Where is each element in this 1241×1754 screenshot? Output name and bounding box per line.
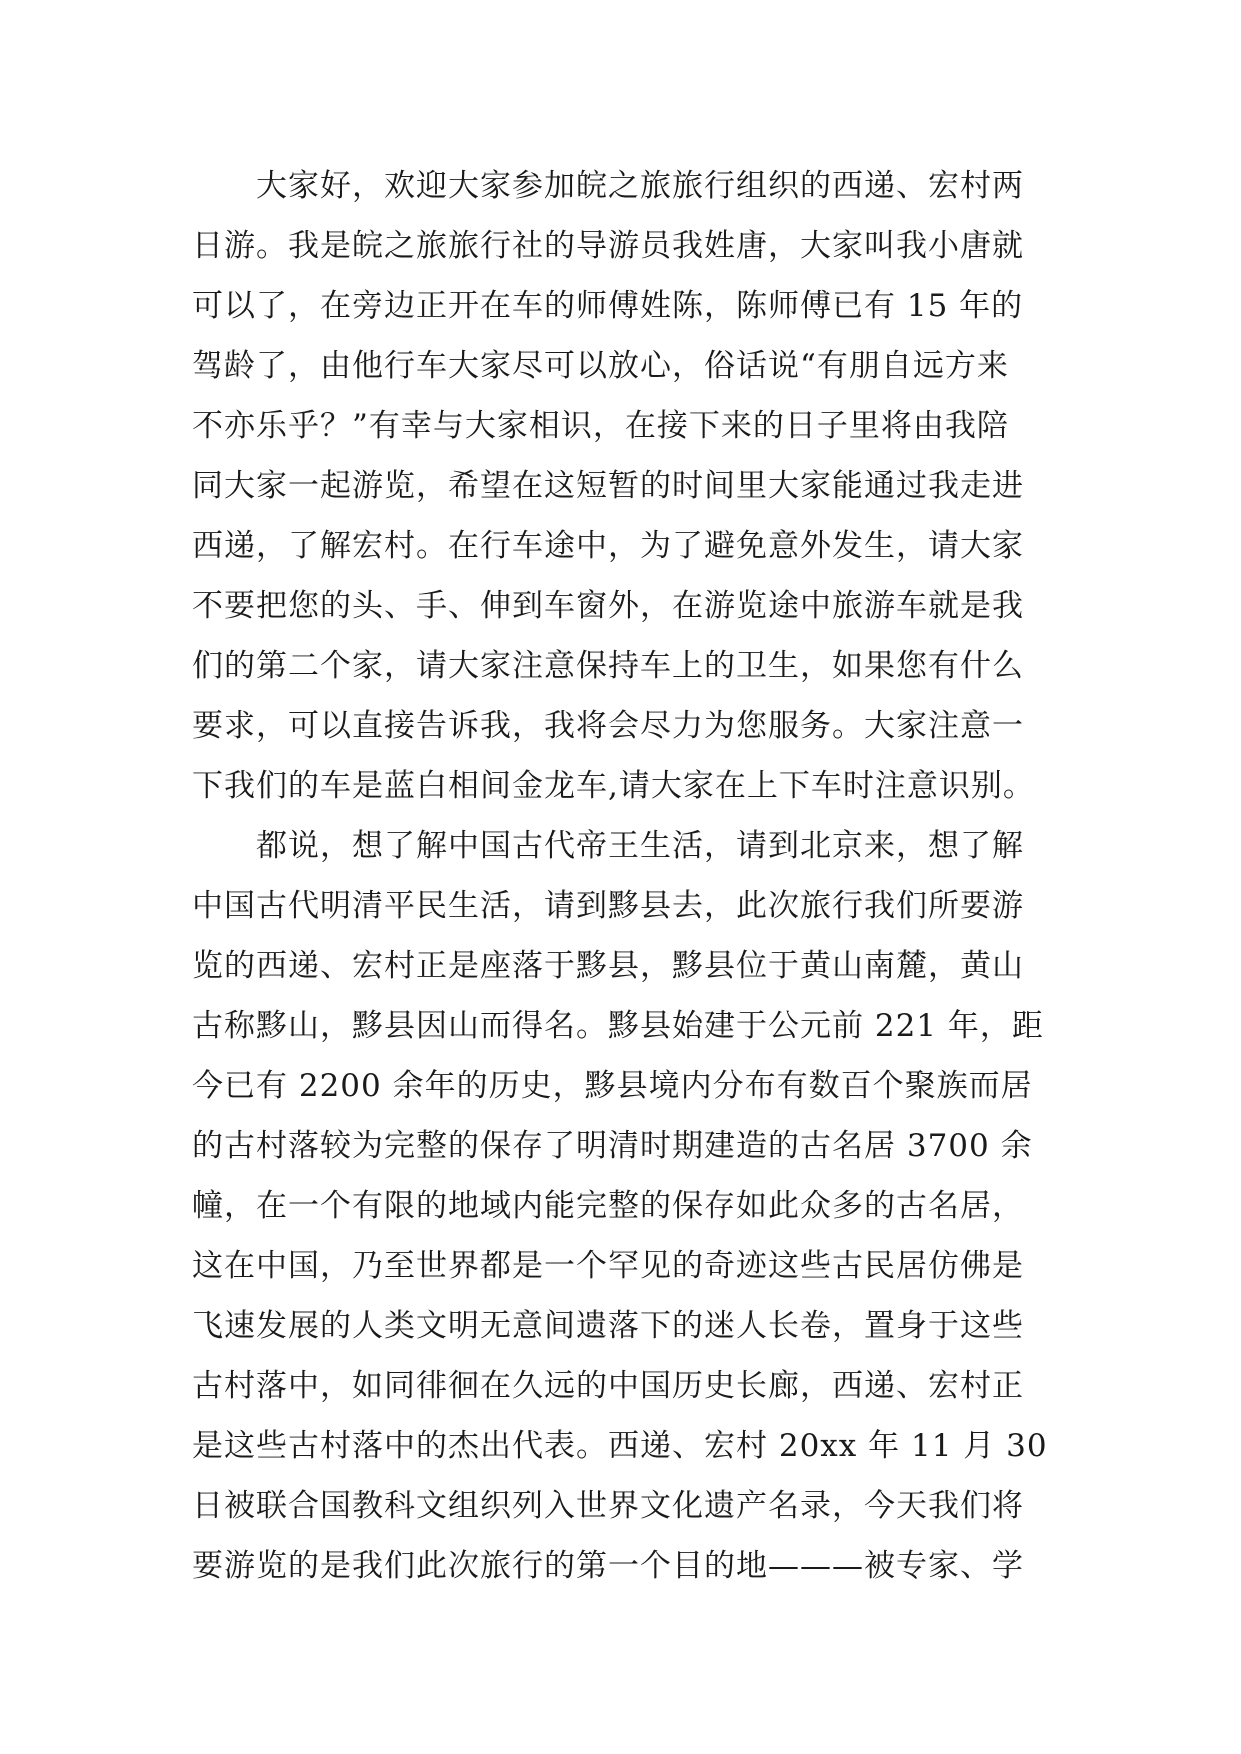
paragraph-2-line-9: 飞速发展的人类文明无意间遗落下的迷人长卷，置身于这些: [192, 1308, 1024, 1344]
paragraph-2-line-13: 要游览的是我们此次旅行的第一个目的地———被专家、学: [192, 1548, 1024, 1584]
paragraph-2-line-5: 今已有 2200 余年的历史，黟县境内分布有数百个聚族而居: [192, 1068, 1033, 1104]
paragraph-1-line-9: 们的第二个家，请大家注意保持车上的卫生，如果您有什么: [192, 648, 1024, 684]
paragraph-2-line-1: 都说，想了解中国古代帝王生活，请到北京来，想了解: [256, 828, 1024, 864]
paragraph-1-line-1: 大家好，欢迎大家参加皖之旅旅行组织的西递、宏村两: [256, 168, 1024, 204]
paragraph-2-line-10: 古村落中，如同徘徊在久远的中国历史长廊，西递、宏村正: [192, 1368, 1024, 1404]
paragraph-1-line-6: 同大家一起游览，希望在这短暂的时间里大家能通过我走进: [192, 468, 1024, 504]
paragraph-1-line-3: 可以了，在旁边正开在车的师傅姓陈，陈师傅已有 15 年的: [192, 288, 1024, 324]
paragraph-1-line-5: 不亦乐乎？”有幸与大家相识，在接下来的日子里将由我陪: [192, 408, 1009, 444]
paragraph-2-line-7: 幢，在一个有限的地域内能完整的保存如此众多的古名居，: [192, 1188, 1024, 1224]
paragraph-1-line-11: 下我们的车是蓝白相间金龙车,请大家在上下车时注意识别。: [192, 768, 1035, 804]
paragraph-2-line-2: 中国古代明清平民生活，请到黟县去，此次旅行我们所要游: [192, 888, 1024, 924]
paragraph-2-line-12: 日被联合国教科文组织列入世界文化遗产名录，今天我们将: [192, 1488, 1024, 1524]
paragraph-1-line-2: 日游。我是皖之旅旅行社的导游员我姓唐，大家叫我小唐就: [192, 228, 1024, 264]
paragraph-2-line-6: 的古村落较为完整的保存了明清时期建造的古名居 3700 余: [192, 1128, 1033, 1164]
paragraph-2-line-8: 这在中国，乃至世界都是一个罕见的奇迹这些古民居仿佛是: [192, 1248, 1024, 1284]
paragraph-1-line-10: 要求，可以直接告诉我，我将会尽力为您服务。大家注意一: [192, 708, 1024, 744]
paragraph-1-line-7: 西递，了解宏村。在行车途中，为了避免意外发生，请大家: [192, 528, 1024, 564]
paragraph-1-line-4: 驾龄了，由他行车大家尽可以放心，俗话说“有朋自远方来: [192, 348, 1009, 384]
paragraph-2-line-11: 是这些古村落中的杰出代表。西递、宏村 20xx 年 11 月 30: [192, 1428, 1048, 1464]
paragraph-2-line-3: 览的西递、宏村正是座落于黟县，黟县位于黄山南麓，黄山: [192, 948, 1024, 984]
paragraph-1-line-8: 不要把您的头、手、伸到车窗外，在游览途中旅游车就是我: [192, 588, 1024, 624]
paragraph-2-line-4: 古称黟山，黟县因山而得名。黟县始建于公元前 221 年，距: [192, 1008, 1044, 1044]
